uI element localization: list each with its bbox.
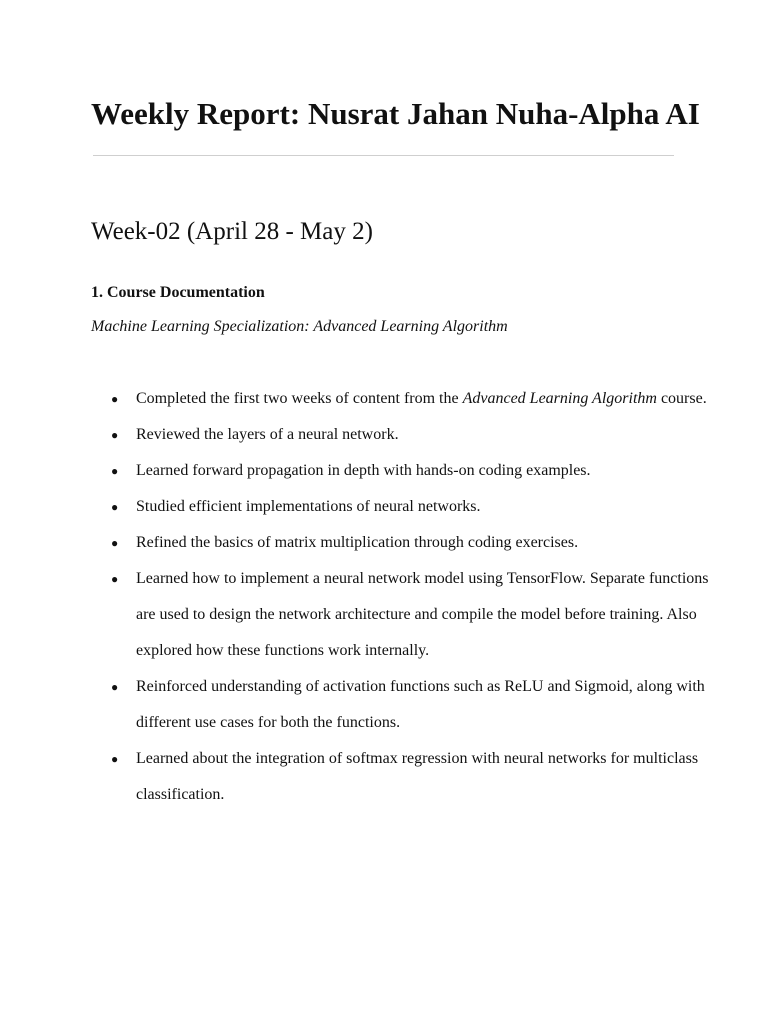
list-item-text: Learned forward propagation in depth with hands-on coding examples. xyxy=(136,462,591,479)
course-name: Machine Learning Specialization: Advanced Learning Algorithm xyxy=(91,318,508,335)
section-heading: 1. Course Documentation xyxy=(91,284,265,301)
bullet-icon: ● xyxy=(111,428,119,442)
list-item-text: Studied efficient implementations of neural networks. xyxy=(136,498,481,515)
list-item xyxy=(111,561,711,669)
list-item-text: Reviewed the layers of a neural network. xyxy=(136,426,399,443)
bullet-icon: ● xyxy=(111,572,119,586)
list-item xyxy=(111,381,711,417)
bullet-icon: ● xyxy=(111,680,119,694)
list-item xyxy=(111,417,711,453)
bullet-icon: ● xyxy=(111,500,119,514)
list-item-text: Learned how to implement a neural network model using TensorFlow. Separate functions are used to design the network architecture and compile the model before training. Also explored how these functions work internally. xyxy=(136,570,709,659)
list-item-text: Reinforced understanding of activation functions such as ReLU and Sigmoid, along with different use cases for both the functions. xyxy=(136,678,705,731)
list-item-text: Completed the first two weeks of content from the xyxy=(136,390,463,407)
list-item xyxy=(111,525,711,561)
bullet-icon: ● xyxy=(111,536,119,550)
bullet-icon: ● xyxy=(111,464,119,478)
bullet-icon: ● xyxy=(111,392,119,406)
list-item xyxy=(111,489,711,525)
list-item-text-end: course. xyxy=(656,390,707,407)
list-item-text: Refined the basics of matrix multiplication through coding exercises. xyxy=(136,534,579,551)
course-title-italic: Advanced Learning Algorithm xyxy=(462,390,657,407)
week-heading: Week-02 (April 28 - May 2) xyxy=(91,218,373,245)
list-item xyxy=(111,453,711,489)
list-item xyxy=(111,741,711,813)
bullet-list xyxy=(111,381,711,813)
bullet-icon: ● xyxy=(111,752,119,766)
document-title: Weekly Report: Nusrat Jahan Nuha-Alpha AI xyxy=(91,96,700,131)
list-item xyxy=(111,669,711,741)
list-item-text: Learned about the integration of softmax regression with neural networks for multiclass classification. xyxy=(136,750,699,803)
title-divider xyxy=(93,155,674,156)
